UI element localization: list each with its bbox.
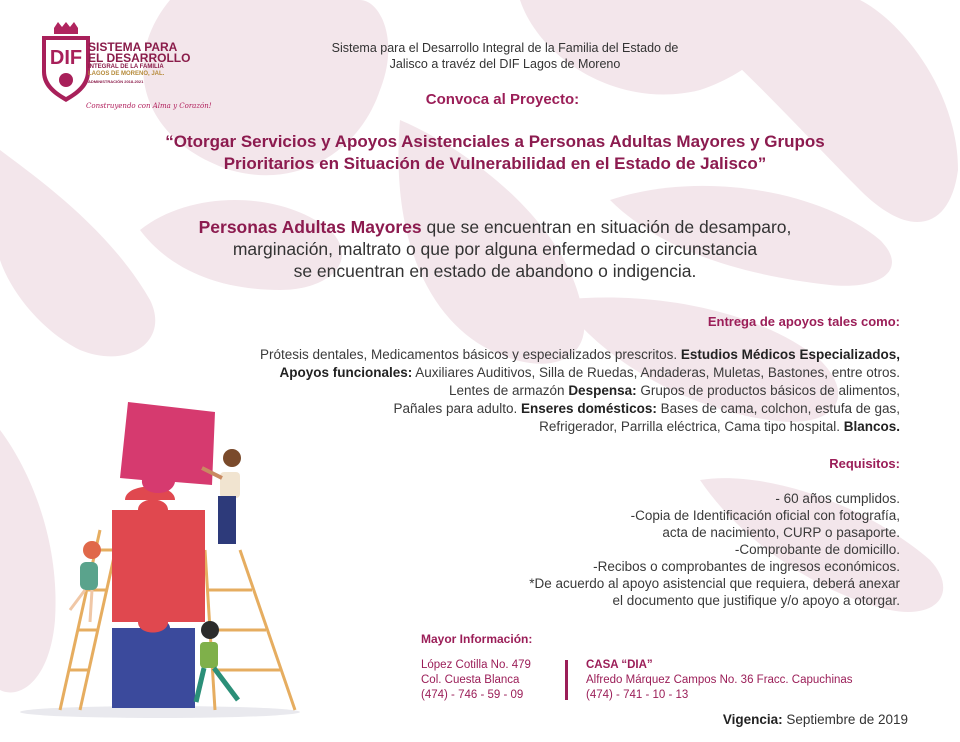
convoca-heading: Convoca al Proyecto: — [425, 91, 580, 108]
dif-name: SISTEMA PARA EL DESARROLLO INTEGRAL DE LA FAMILIA LAGOS DE MORENO, JAL. ADMINISTRACIÓN 2018-2021 — [88, 40, 191, 84]
address-main: López Cotilla No. 479 Col. Cuesta Blanca (474) - 746 - 59 - 09 — [421, 659, 531, 701]
entrega-heading: Entrega de apoyos tales como: — [707, 314, 900, 329]
puzzle-illustration — [0, 390, 320, 742]
requisito-item: -Recibos o comprobantes de ingresos económicos. — [593, 559, 900, 574]
requisito-item: - 60 años cumplidos. — [775, 491, 900, 506]
requisito-item: -Copia de Identificación oficial con fotografía, — [630, 508, 900, 523]
apoyos-list: Prótesis dentales, Medicamentos básicos y especializados prescritos. Estudios Médicos Especializados, Apoyos funcionales: Auxiliares Auditivos, Silla de Ruedas, Andaderas, Muletas, Bastones, entre otros. Lentes de armazón Despensa: Grupos de productos básicos de alimentos, Pañales para adulto. Enseres domésticos: Bases de cama, colchon, estufa de gas, Refrigerador, Parrilla eléctrica, Cama tipo hospital. Blancos. — [259, 347, 900, 434]
requisito-item: acta de nacimiento, CURP o pasaporte. — [662, 525, 900, 540]
requisito-item: -Comprobante de domicillo. — [734, 542, 900, 557]
header-line-2: Jalisco a travéz del DIF Lagos de Moreno — [389, 57, 621, 71]
requisitos-heading: Requisitos: — [829, 456, 900, 471]
dif-slogan: Construyendo con Alma y Corazón! — [86, 102, 212, 110]
dif-shield-emblem — [38, 22, 94, 102]
requisito-item: *De acuerdo al apoyo asistencial que requiera, deberá anexar — [529, 576, 900, 591]
vigencia: Vigencia: Septiembre de 2019 — [722, 712, 908, 727]
project-title: “Otorgar Servicios y Apoyos Asistenciales a Personas Adultas Mayores y Grupos Prioritarios en Situación de Vulnerabilidad en el Estado de Jalisco” — [165, 132, 825, 173]
contact-divider — [565, 660, 568, 700]
header-text — [280, 40, 730, 72]
contact-heading: Mayor Información: — [421, 632, 533, 646]
requisitos-list — [380, 490, 900, 609]
requisito-item: el documento que justifique y/o apoyo a otorgar. — [612, 593, 900, 608]
header-line-1: Sistema para el Desarrollo Integral de la Familia del Estado de — [331, 41, 679, 55]
intro-paragraph: Personas Adultas Mayores que se encuentran en situación de desamparo, marginación, maltrato o que por alguna enfermedad o circunstancia se encuentran en estado de abandono o indigencia. — [198, 217, 792, 281]
address-casa-dia: CASA “DIA” Alfredo Márquez Campos No. 36 Fracc. Capuchinas (474) - 741 - 10 - 13 — [586, 659, 853, 701]
svg-text:DIF: DIF — [49, 47, 83, 69]
